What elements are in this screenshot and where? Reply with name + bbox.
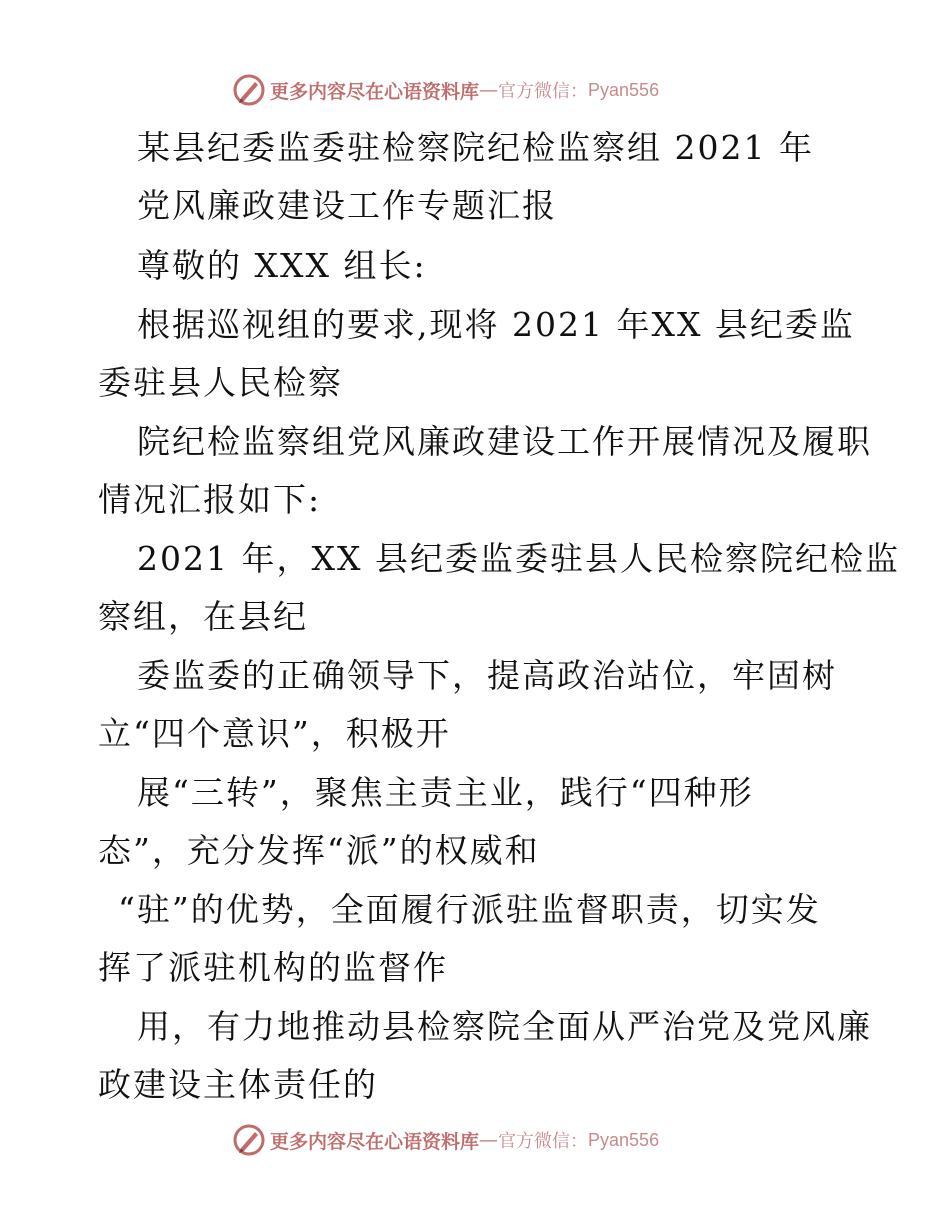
- paragraph-line: 委监委的正确领导下，提高政治站位，牢固树: [137, 656, 837, 695]
- paragraph-line: 委驻县人民检察: [98, 363, 343, 402]
- watermark-wechat-handle: Pyan556: [588, 1129, 660, 1150]
- paragraph-line: 院纪检监察组党风廉政建设工作开展情况及履职: [137, 422, 872, 461]
- paragraph-line: 态”，充分发挥“派”的权威和: [98, 831, 540, 870]
- paragraph-line: 情况汇报如下:: [98, 480, 322, 519]
- paragraph-line: 挥了派驻机构的监督作: [98, 948, 448, 987]
- paragraph-line: 根据巡视组的要求,现将 2021 年XX 县纪委监: [137, 305, 855, 344]
- watermark-wechat-label: 官方微信：: [498, 1131, 589, 1152]
- paragraph-line: 察组，在县纪: [98, 597, 308, 636]
- watermark-dash: —: [479, 79, 499, 101]
- document-title-line-2: 党风廉政建设工作专题汇报: [137, 186, 557, 225]
- paragraph-line: 立“四个意识”，积极开: [98, 714, 451, 753]
- pen-logo-icon: [232, 1123, 266, 1157]
- document-title-line-1: 某县纪委监委驻检察院纪检监察组 2021 年: [137, 128, 814, 167]
- paragraph-line: “驻”的优势，全面履行派驻监督职责，切实发: [118, 890, 821, 929]
- paragraph-line: 展“三转”，聚焦主责主业，践行“四种形: [137, 773, 754, 812]
- watermark-title: 更多内容尽在心语资料库: [270, 80, 480, 103]
- watermark-wechat-handle: Pyan556: [588, 79, 660, 100]
- watermark-wechat-label: 官方微信：: [498, 81, 589, 102]
- watermark-title: 更多内容尽在心语资料库: [270, 1130, 480, 1153]
- paragraph-line: 用，有力地推动县检察院全面从严治党及党风廉: [137, 1007, 872, 1046]
- paragraph-line: 政建设主体责任的: [98, 1065, 378, 1104]
- footer-watermark: [232, 1122, 659, 1158]
- watermark-dash: —: [479, 1129, 499, 1151]
- paragraph-line: 2021 年，XX 县纪委监委驻县人民检察院纪检监: [137, 539, 900, 578]
- salutation: 尊敬的 XXX 组长:: [137, 246, 427, 285]
